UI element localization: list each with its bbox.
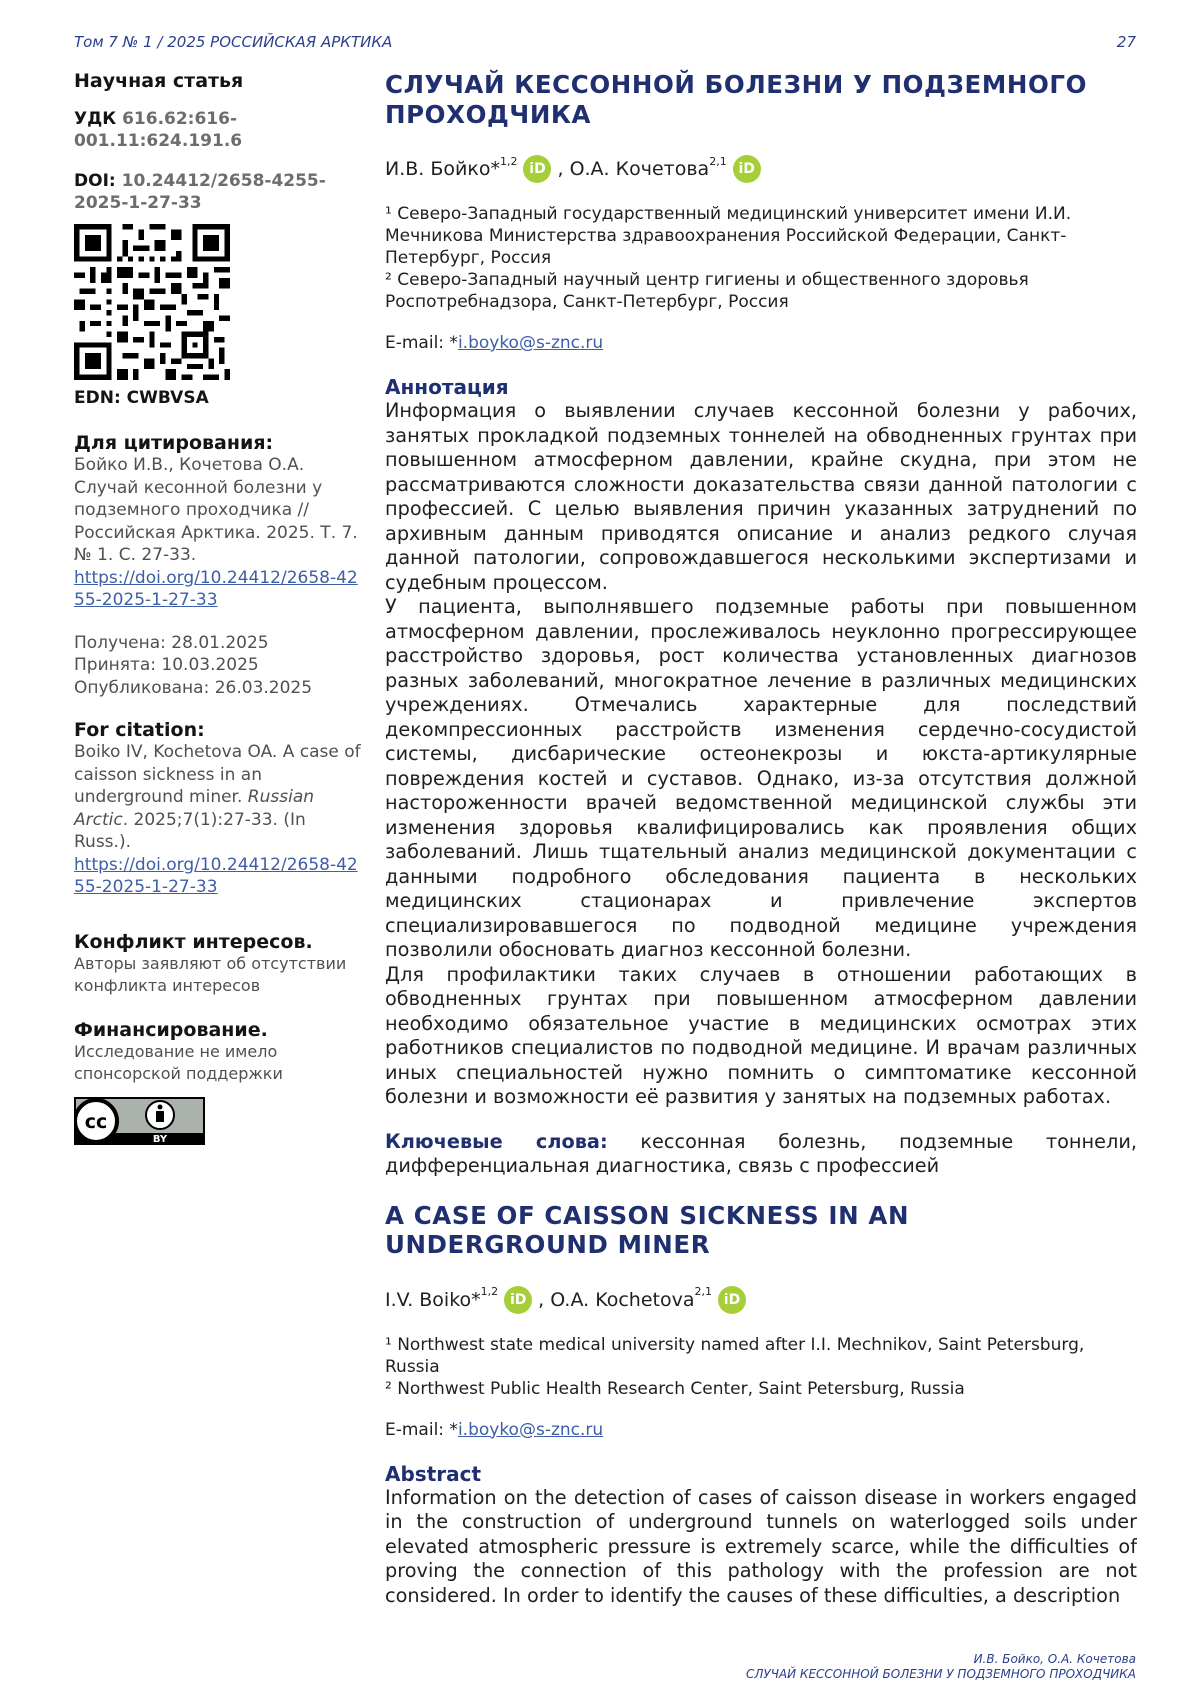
authors-ru [385,155,1137,183]
title-en: A CASE OF CAISSON SICKNESS IN AN UNDERGROUND MINER [385,1200,910,1259]
orcid-icon[interactable]: iD [504,1286,532,1314]
citation-en-journal: Russian Arctic [74,787,315,830]
citation-ru-doi-link[interactable]: https://doi.org/10.24412/2658-4255-2025-1-27-33 [74,567,358,610]
authors-en [385,1286,1137,1314]
author2-name-en: , O.A. Kochetova [538,1288,695,1311]
author1-name-en: I.V. Boiko* [385,1288,481,1311]
published-date: Опубликована: 26.03.2025 [74,677,313,698]
accepted-date: Принята: 10.03.2025 [74,655,259,675]
abstract-ru-p3: Для профилактики таких случаев в отношении работающих в обводненных грунтах при повышенном атмосферном давлении необходимо обязательное участие в медицинских осмотрах этих работников специалистов по подводной медицине. И врачам различных иных специальностей нужно помнить о симптоматике кессонной болезни и возможности её развития у занятых на подземных работах. [385,962,1137,1108]
doi-label: DOI: [74,171,116,191]
citation-ru-heading: Для цитирования: [74,432,274,454]
citation-en-doi-link[interactable]: https://doi.org/10.24412/2658-4255-2025-1-27-33 [74,854,358,897]
email-label-en: E-mail: * [385,1419,458,1440]
citation-ru [74,454,364,612]
author1-name: И.В. Бойко* [385,158,500,180]
keywords-ru [385,1130,1137,1179]
email-link[interactable]: i.boyko@s-znc.ru [457,333,604,353]
udc-label: УДК [74,109,117,129]
affiliation-en-1: ¹ Northwest state medical university named after I.I. Mechnikov, Saint Petersburg, Russia [385,1334,1085,1377]
author2-sup-en: 2,1 [694,1285,712,1298]
affiliations-ru [385,203,1137,313]
citation-en-heading: For citation: [74,719,205,741]
journal-issue: Том 7 № 1 / 2025 РОССИЙСКАЯ АРКТИКА [74,33,393,51]
author2-name: , О.А. Кочетова [557,158,710,180]
keywords-text: кессонная болезнь, подземные тоннели, дифференциальная диагностика, связь с профессией [385,1129,1137,1177]
udc-value: 616.62:616-001.11:624.191.6 [74,109,243,151]
received-date: Получена: 28.01.2025 [74,632,269,653]
doi [74,170,364,214]
running-footer [746,1652,1136,1682]
orcid-icon[interactable]: iD [733,155,761,183]
email-link-en[interactable]: i.boyko@s-znc.ru [457,1419,604,1440]
conflict-text: Авторы заявляют об отсутствии конфликта интересов [74,953,347,995]
orcid-icon[interactable]: iD [718,1286,746,1314]
abstract-ru-p1: Информация о выявлении случаев кессонной болезни у рабочих, занятых прокладкой подземных тоннелей на обводненных грунтах при повышенном атмосферном давлении, крайне скудна, при этом не рассматриваются сложности доказательства связи данной патологии с профессией. С целью выявления причин указанных затруднений по архивным данным приводятся описание и анализ редкого случая данной патологии, сопровождавшегося несколькими экспертизами и судебным процессом. [385,399,1137,594]
running-header [74,33,1136,51]
funding-heading: Финансирование. [74,1018,268,1041]
author1-sup: 1,2 [499,154,518,168]
email-label: E-mail: * [385,333,458,353]
abstract-en-p1: Information on the detection of cases of caisson disease in workers engaged in the construction of underground tunnels on waterlogged soils under elevated atmospheric pressure is extremely scarce, while the difficulties of proving the connection of this pathology with the profession are not considered. In order to identify the causes of these difficulties, a description [385,1485,1137,1607]
author1-sup-en: 1,2 [480,1285,499,1298]
article-type: Научная статья [74,70,244,92]
abstract-heading-ru: Аннотация [385,375,509,399]
footer-authors: И.В. Бойко, О.А. Кочетова [973,1652,1136,1666]
citation-en [74,741,364,899]
cc-by-text: BY [152,1133,168,1145]
dates [74,632,364,700]
funding-text: Исследование не имело спонсорской поддержки [74,1041,283,1083]
doi-value: 10.24412/2658-4255-2025-1-27-33 [74,171,326,213]
affiliations-en [385,1334,1137,1400]
affiliation-1: ¹ Северо-Западный государственный медицинский университет имени И.И. Мечникова Министерства здравоохранения Российской Федерации, Санкт-Петербург, Россия [385,204,1072,268]
udc [74,108,364,152]
edn: EDN: CWBVSA [74,388,209,408]
email-en [385,1420,1137,1440]
affiliation-en-2: ² Northwest Public Health Research Center, Saint Petersburg, Russia [385,1378,965,1399]
keywords-label: Ключевые слова: [385,1129,608,1153]
svg-text:cc: cc [84,1110,108,1133]
affiliation-2: ² Северо-Западный научный центр гигиены и общественного здоровья Роспотребнадзора, Санкт-Петербург, Россия [385,270,1029,312]
abstract-ru-p2: У пациента, выполнявшего подземные работы при повышенном атмосферном давлении, прослеживалось неуклонно прогрессирующее расстройство здоровья, рост количества установленных диагнозов разных заболеваний, многократное лечение в различных медицинских учреждениях. Отмечались характерные для последствий декомпрессионных расстройств изменения сердечно-сосудистой системы, дисбарические остеонекрозы и юкста-артикулярные повреждения костей и суставов. Однако, из-за отсутствия должной настороженности врачей ведомственной медицинской службы эти изменения здоровья квалифицировались как проявления общих заболеваний. Лишь тщательный анализ медицинской документации с данными подробного обследования пациента в нескольких медицинских стационарах и привлечение экспертов специализировавшегося по подводной медицине учреждения позволили обосновать диагноз кессонной болезни. [385,595,1137,961]
cc-by-license-icon[interactable] [74,1097,205,1145]
title-ru: СЛУЧАЙ КЕССОННОЙ БОЛЕЗНИ У ПОДЗЕМНОГО ПРОХОДЧИКА [385,70,1088,129]
citation-en-text-1: Boiko IV, Kochetova OA. A case of caisson sickness in an underground miner. [74,742,361,807]
abstract-heading-en: Abstract [385,1461,482,1486]
citation-en-text-2: . 2025;7(1):27-33. (In Russ.). [74,809,306,852]
article-sidebar [74,70,364,1149]
conflict-heading: Конфликт интересов. [74,930,313,953]
qr-code[interactable] [74,224,230,380]
author2-sup: 2,1 [709,154,727,168]
orcid-icon[interactable]: iD [523,155,551,183]
footer-title: СЛУЧАЙ КЕССОННОЙ БОЛЕЗНИ У ПОДЗЕМНОГО ПРОХОДЧИКА [745,1667,1136,1681]
page-number: 27 [1116,33,1136,51]
email-ru [385,333,1137,353]
citation-ru-text: Бойко И.В., Кочетова О.А. Случай кесонной болезни у подземного проходчика // Российская Арктика. 2025. Т. 7. № 1. С. 27-33. [74,455,358,565]
article-main [385,70,1137,1608]
